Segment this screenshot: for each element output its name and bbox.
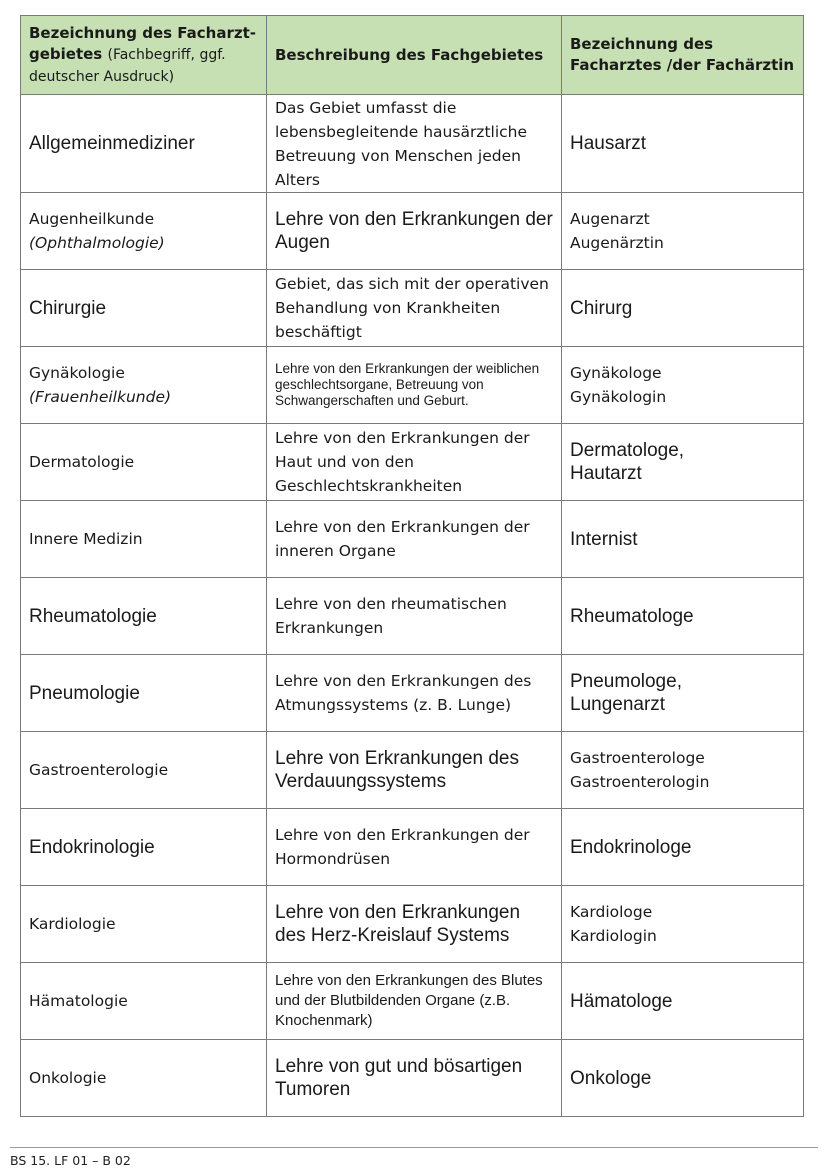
header-field-sub: (Fachbegriff, ggf. deutscher Ausdruck) (29, 46, 226, 85)
specialist-cell (562, 424, 804, 501)
description-cell: Lehre von den Erkrankungen der Haut und von den Geschlechtskrankheiten (267, 424, 562, 501)
specialist-cell: Internist (562, 501, 804, 578)
specialist-male: Kardiologe (570, 903, 653, 921)
description-cell: Lehre von Erkrankungen des Verdauungssystems (267, 732, 562, 809)
field-cell: Pneumologie (21, 655, 267, 732)
field-cell: Onkologie (21, 1040, 267, 1117)
header-description: Beschreibung des Fachgebietes (267, 16, 562, 95)
description-cell: Lehre von den Erkrankungen der weiblichen geschlechtsorgane, Betreuung von Schwangerschaften und Geburt. (267, 347, 562, 424)
description-cell: Lehre von den rheumatischen Erkrankungen (267, 578, 562, 655)
specialty-table (20, 15, 804, 1117)
table-row (21, 270, 804, 347)
header-field-name (21, 16, 267, 95)
table-row (21, 886, 804, 963)
table-row (21, 95, 804, 193)
specialist-cell: Rheumatologe (562, 578, 804, 655)
table-row (21, 1040, 804, 1117)
field-cell: Kardiologie (21, 886, 267, 963)
specialist-male: Gynäkologe (570, 364, 662, 382)
footer-reference: BS 15. LF 01 – B 02 (10, 1153, 131, 1168)
table-row (21, 732, 804, 809)
specialist-female: Kardiologin (570, 927, 657, 945)
field-cell: Endokrinologie (21, 809, 267, 886)
specialist-cell: Endokrinologe (562, 809, 804, 886)
table-row (21, 578, 804, 655)
specialist-male: Gastroenterologe (570, 749, 705, 767)
description-cell: Lehre von den Erkrankungen des Herz-Kreislauf Systems (267, 886, 562, 963)
specialist-cell: Chirurg (562, 270, 804, 347)
table-row (21, 424, 804, 501)
table-row (21, 655, 804, 732)
field-cell: Allgemeinmediziner (21, 95, 267, 193)
specialist-cell (562, 655, 804, 732)
field-cell: Innere Medizin (21, 501, 267, 578)
description-cell: Lehre von den Erkrankungen des Atmungssystems (z. B. Lunge) (267, 655, 562, 732)
table-row (21, 963, 804, 1040)
specialist-cell: Hausarzt (562, 95, 804, 193)
field-cell: Dermatologie (21, 424, 267, 501)
field-name: Gynäkologie (29, 364, 125, 382)
field-cell (21, 347, 267, 424)
field-cell: Gastroenterologie (21, 732, 267, 809)
specialist-female: Gastroenterologin (570, 773, 710, 791)
field-cell: Hämatologie (21, 963, 267, 1040)
footer-divider (10, 1147, 818, 1148)
specialist-cell (562, 193, 804, 270)
specialist-primary: Pneumologe, (570, 671, 682, 692)
specialist-male: Augenarzt (570, 210, 650, 228)
field-cell (21, 193, 267, 270)
specialist-female: Gynäkologin (570, 388, 667, 406)
specialist-cell: Onkologe (562, 1040, 804, 1117)
specialist-female: Augenärztin (570, 234, 664, 252)
description-cell: Lehre von gut und bösartigen Tumoren (267, 1040, 562, 1117)
specialist-cell (562, 347, 804, 424)
table-row (21, 809, 804, 886)
table-row (21, 501, 804, 578)
description-cell: Lehre von den Erkrankungen der inneren Organe (267, 501, 562, 578)
specialist-alt: Hautarzt (570, 463, 642, 484)
specialist-cell (562, 886, 804, 963)
description-cell: Lehre von den Erkrankungen des Blutes und der Blutbildenden Organe (z.B. Knochenmark) (267, 963, 562, 1040)
header-field-main: Bezeichnung des Facharzt-gebietes (29, 23, 256, 63)
specialist-primary: Dermatologe, (570, 440, 685, 461)
field-alt-name: (Frauenheilkunde) (29, 388, 172, 406)
description-cell: Lehre von den Erkrankungen der Augen (267, 193, 562, 270)
table-header-row (21, 16, 804, 95)
specialist-cell: Hämatologe (562, 963, 804, 1040)
field-name: Augenheilkunde (29, 210, 155, 228)
specialist-cell (562, 732, 804, 809)
description-cell: Gebiet, das sich mit der operativen Behandlung von Krankheiten beschäftigt (267, 270, 562, 347)
field-cell: Rheumatologie (21, 578, 267, 655)
specialist-alt: Lungenarzt (570, 694, 666, 715)
field-alt-name: (Ophthalmologie) (29, 234, 165, 252)
description-cell: Lehre von den Erkrankungen der Hormondrüsen (267, 809, 562, 886)
header-specialist: Bezeichnung des Facharztes /der Fachärztin (562, 16, 804, 95)
table-row (21, 347, 804, 424)
table-row (21, 193, 804, 270)
field-cell: Chirurgie (21, 270, 267, 347)
description-cell: Das Gebiet umfasst die lebensbegleitende hausärztliche Betreuung von Menschen jeden Alters (267, 95, 562, 193)
